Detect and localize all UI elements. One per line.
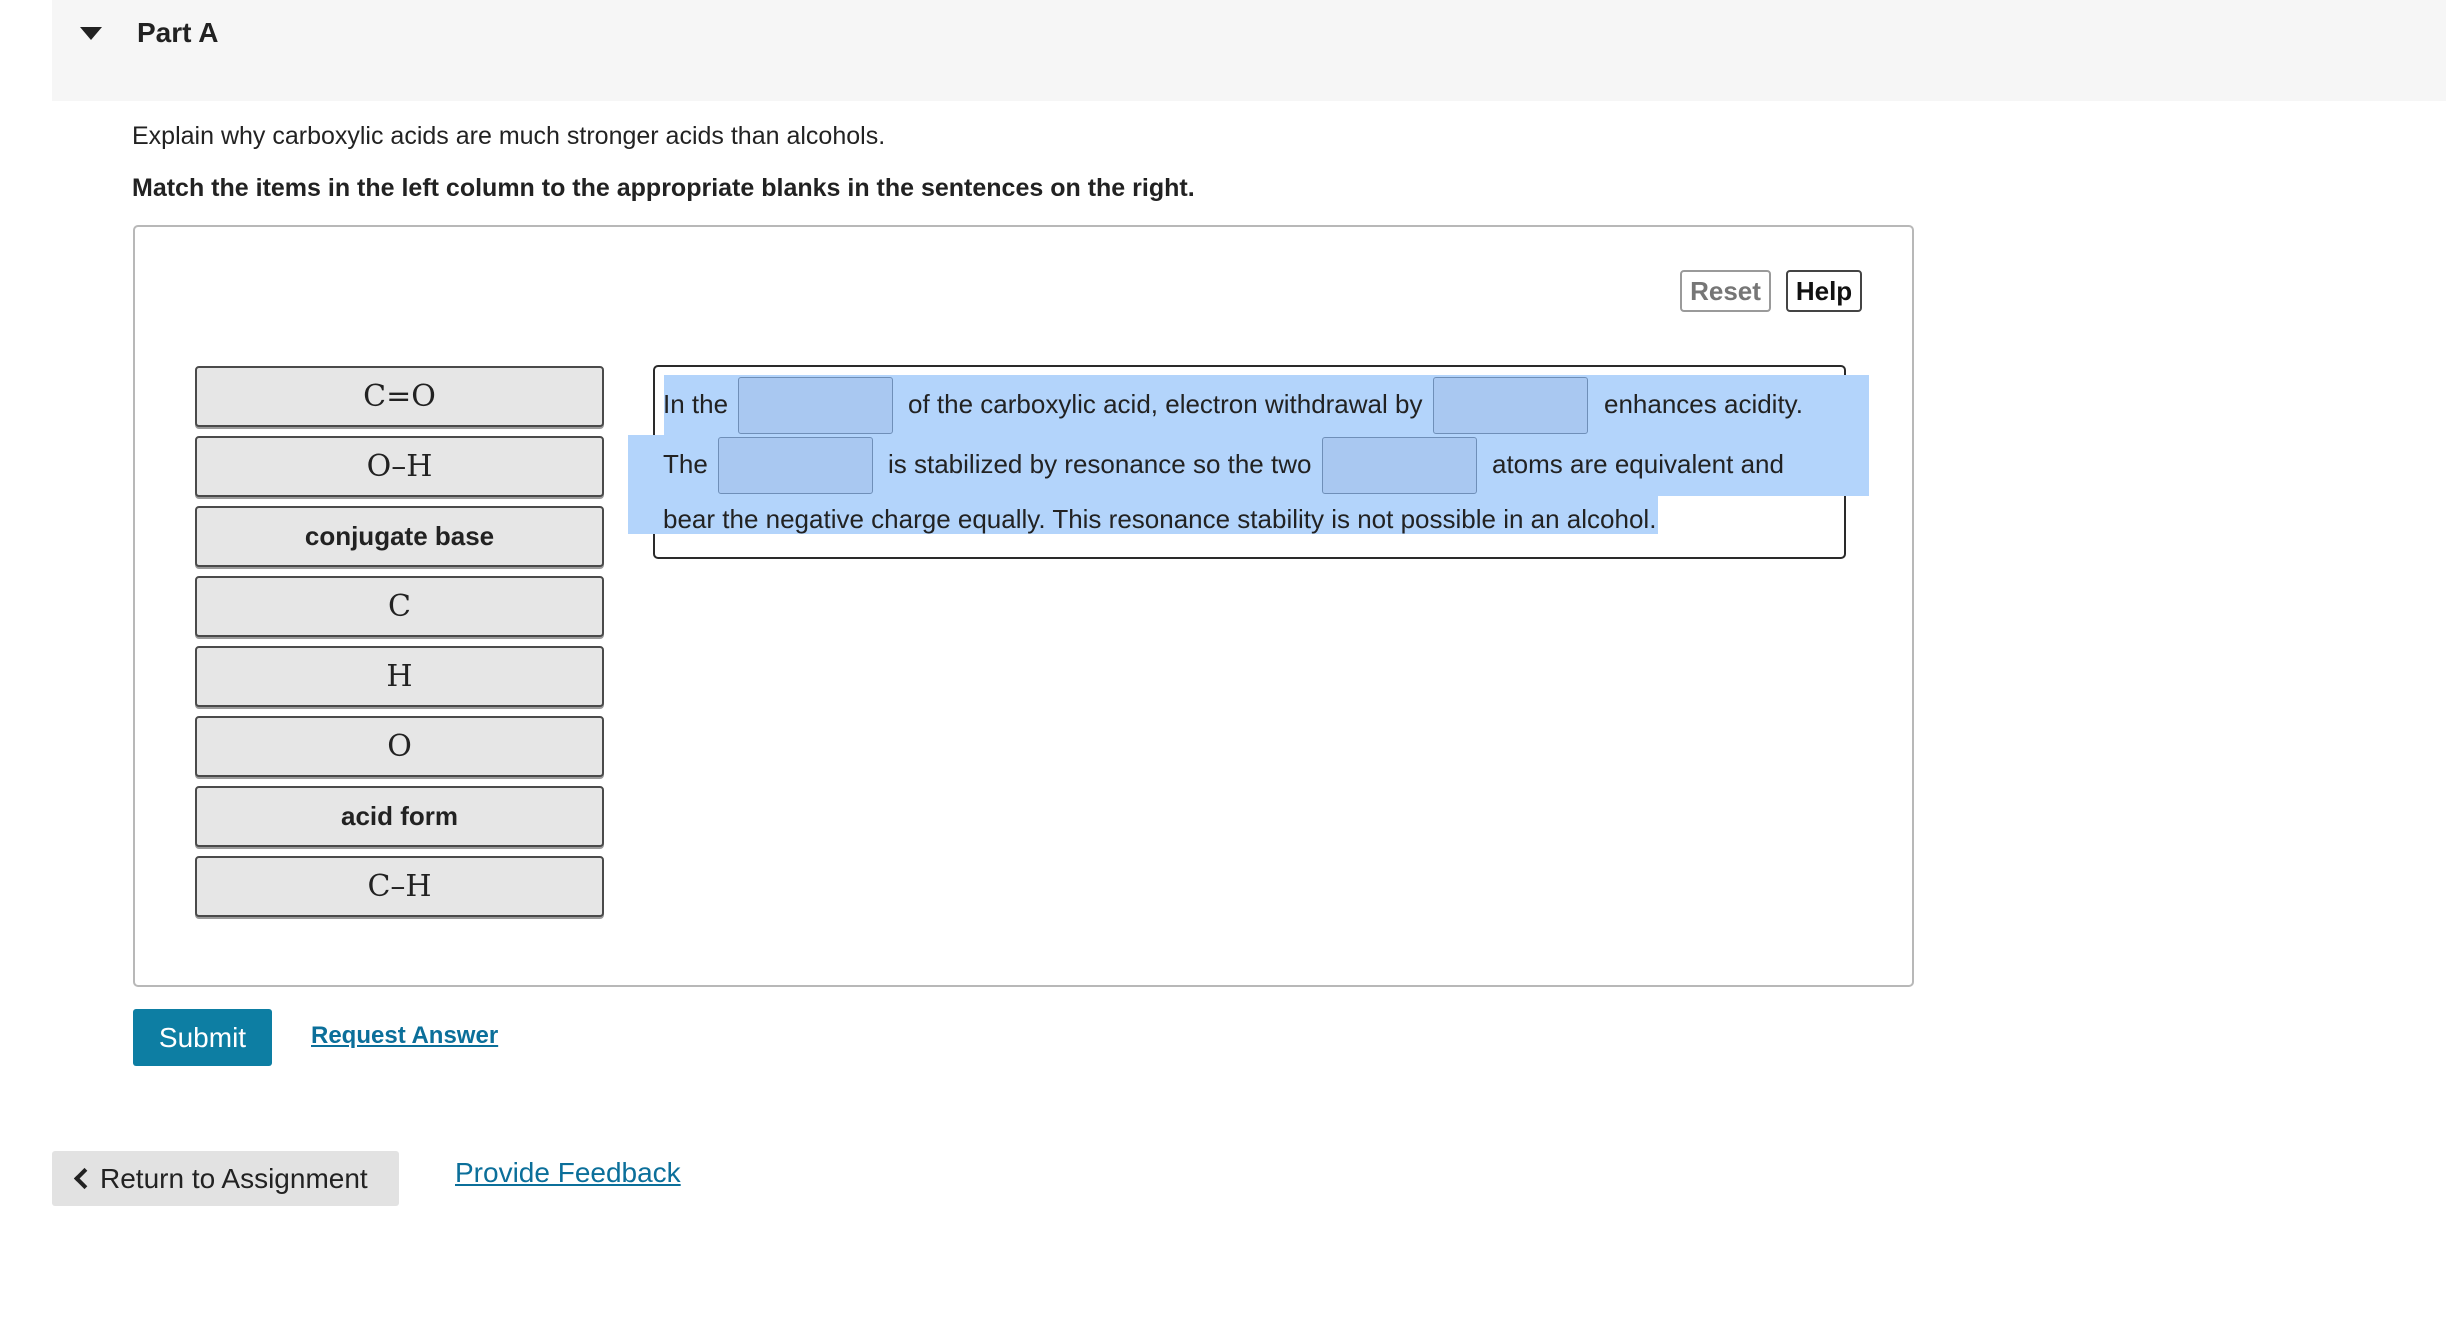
part-header[interactable] xyxy=(52,0,2446,101)
sentence-text: of the carboxylic acid, electron withdrawal by xyxy=(908,389,1423,419)
drop-blank-4[interactable] xyxy=(1322,437,1477,494)
label-conjugate-base[interactable]: conjugate base xyxy=(195,506,604,567)
return-label: Return to Assignment xyxy=(100,1162,368,1194)
sentence-text: bear the negative charge equally. This resonance stability is not possible in an alcohol. xyxy=(663,504,1657,534)
sentence-text: The xyxy=(663,449,708,479)
sentence-text: In the xyxy=(663,389,729,419)
label-o-h[interactable]: O–H xyxy=(195,436,604,497)
sentence-text: atoms are equivalent and xyxy=(1492,449,1784,479)
label-c-double-o[interactable]: C=O xyxy=(195,366,604,427)
provide-feedback-link[interactable]: Provide Feedback xyxy=(455,1157,681,1188)
caret-down-icon[interactable] xyxy=(80,27,102,40)
chevron-left-icon xyxy=(74,1168,95,1189)
label-c-h[interactable]: C–H xyxy=(195,856,604,917)
label-c[interactable]: C xyxy=(195,576,604,637)
return-to-assignment-button[interactable] xyxy=(52,1151,399,1206)
label-acid-form[interactable]: acid form xyxy=(195,786,604,847)
submit-button[interactable]: Submit xyxy=(133,1009,272,1066)
instruction-text: Match the items in the left column to the appropriate blanks in the sentences on the right. xyxy=(132,174,1195,202)
drop-blank-1[interactable] xyxy=(738,377,893,434)
help-button[interactable]: Help xyxy=(1786,270,1862,312)
label-h[interactable]: H xyxy=(195,646,604,707)
label-o[interactable]: O xyxy=(195,716,604,777)
question-text: Explain why carboxylic acids are much stronger acids than alcohols. xyxy=(132,122,886,150)
sentence-text: enhances acidity. xyxy=(1604,389,1803,419)
part-title: Part A xyxy=(137,17,219,48)
drop-blank-2[interactable] xyxy=(1433,377,1588,434)
drop-blank-3[interactable] xyxy=(718,437,873,494)
request-answer-link[interactable]: Request Answer xyxy=(311,1022,499,1049)
sentence-text: is stabilized by resonance so the two xyxy=(888,449,1312,479)
reset-button[interactable]: Reset xyxy=(1680,270,1771,312)
